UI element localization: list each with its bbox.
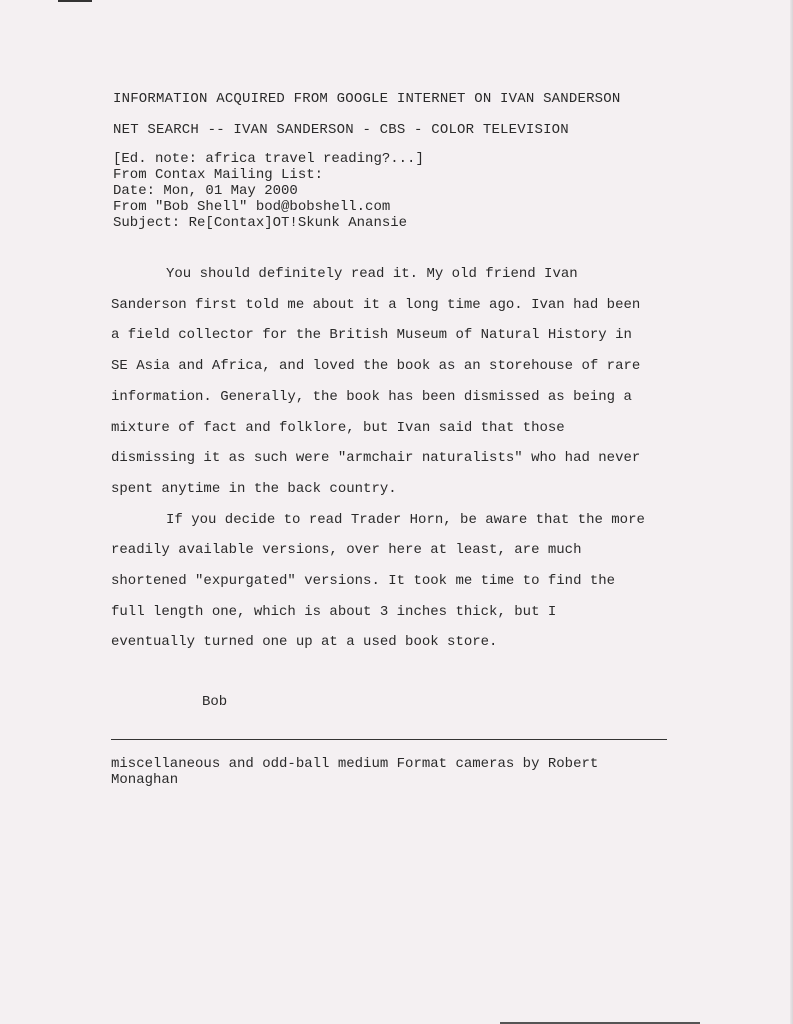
email-body <box>111 259 711 658</box>
paragraph-line: a field collector for the British Museum of Natural History in <box>111 327 632 344</box>
paragraph-line: mixture of fact and folklore, but Ivan said that those <box>111 419 565 436</box>
email-header-block <box>113 151 424 231</box>
editor-note: [Ed. note: africa travel reading?...] <box>113 151 424 167</box>
corner-mark <box>58 0 92 2</box>
email-subject: Subject: Re[Contax]OT!Skunk Anansie <box>113 215 408 231</box>
document-subheading: NET SEARCH -- IVAN SANDERSON - CBS - COLOR TELEVISION <box>113 122 569 138</box>
paragraph-line: dismissing it as such were "armchair naturalists" who had never <box>111 450 641 467</box>
signature: Bob <box>202 694 228 710</box>
paragraph-line: If you decide to read Trader Horn, be aware that the more <box>166 511 645 528</box>
email-from: From "Bob Shell" bod@bobshell.com <box>113 199 391 215</box>
email-date: Date: Mon, 01 May 2000 <box>113 183 298 199</box>
paragraph-line: You should definitely read it. My old friend Ivan <box>166 266 578 282</box>
paragraph-line: Sanderson first told me about it a long time ago. Ivan had been <box>111 296 641 313</box>
paragraph-line: eventually turned one up at a used book store. <box>111 634 498 651</box>
paragraph-line: spent anytime in the back country. <box>111 480 397 497</box>
paragraph-line: SE Asia and Africa, and loved the book as an storehouse of rare <box>111 358 641 375</box>
horizontal-rule <box>111 739 667 740</box>
mailing-list-line: From Contax Mailing List: <box>113 167 324 183</box>
paragraph-line: full length one, which is about 3 inches thick, but I <box>111 603 557 620</box>
document-heading: INFORMATION ACQUIRED FROM GOOGLE INTERNET ON IVAN SANDERSON <box>113 91 621 107</box>
paragraph-line: readily available versions, over here at least, are much <box>111 542 582 559</box>
footer-note <box>111 756 598 788</box>
paragraph-line: shortened "expurgated" versions. It took me time to find the <box>111 573 616 590</box>
footer-line: Monaghan <box>111 772 179 788</box>
footer-line: miscellaneous and odd-ball medium Format cameras by Robert <box>111 756 599 772</box>
paragraph-line: information. Generally, the book has been dismissed as being a <box>111 388 632 405</box>
